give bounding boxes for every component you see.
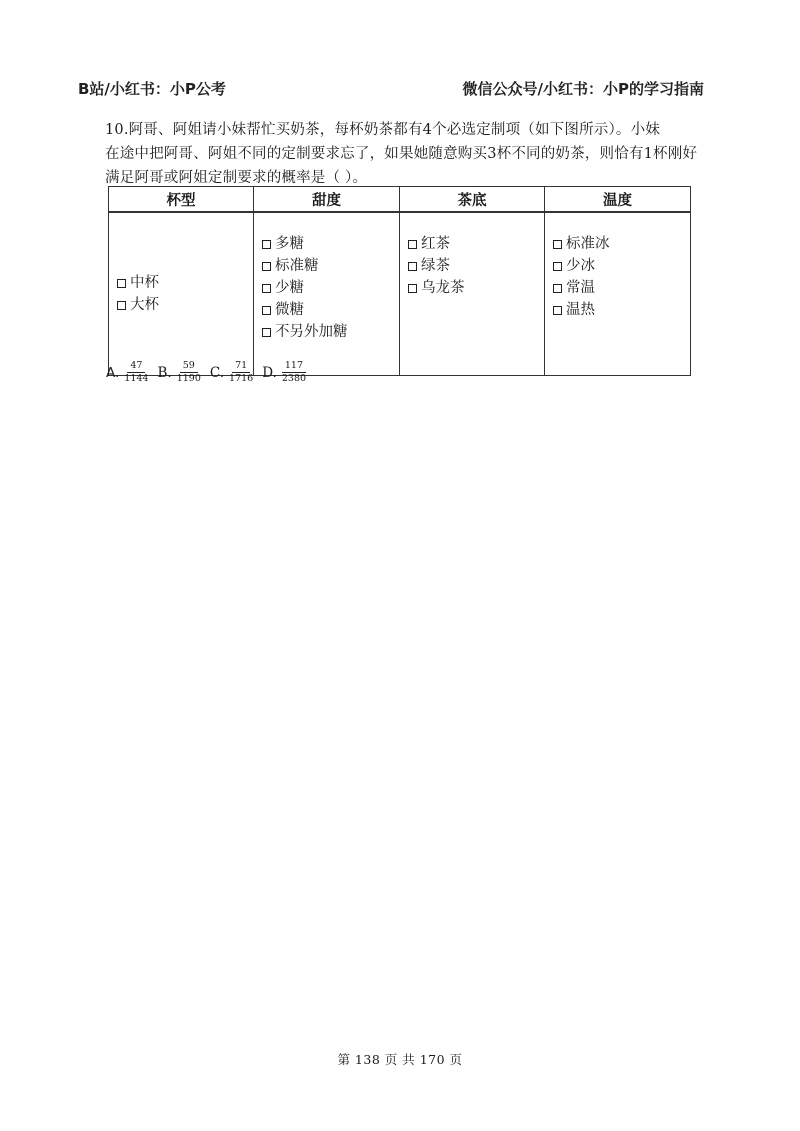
checkbox-icon[interactable] [262, 262, 271, 271]
checkbox-icon[interactable] [262, 328, 271, 337]
header-sweetness: 甜度 [254, 187, 400, 213]
checkbox-icon[interactable] [408, 284, 417, 293]
customization-table [108, 186, 691, 376]
page-header [78, 78, 704, 99]
choice-a-fraction[interactable]: $\frac{47}{1144}$ [124, 360, 149, 384]
option-medium-cup[interactable]: 中杯 [117, 272, 253, 294]
temperature-cell [545, 212, 691, 376]
option-sweetness[interactable]: 微糖 [262, 299, 399, 321]
header-cup-size: 杯型 [109, 187, 254, 213]
option-sweetness[interactable]: 多糖 [262, 233, 399, 255]
choice-a-letter[interactable]: A. [106, 364, 120, 381]
header-right: 微信公众号/小红书：小P的学习指南 [462, 80, 704, 98]
option-tea-base[interactable]: 红茶 [408, 233, 544, 255]
header-temperature: 温度 [545, 187, 691, 213]
checkbox-icon[interactable] [117, 279, 126, 288]
checkbox-icon[interactable] [408, 240, 417, 249]
checkbox-icon[interactable] [408, 262, 417, 271]
checkbox-icon[interactable] [262, 306, 271, 315]
question-line: 在途中把阿哥、阿姐不同的定制要求忘了，如果她随意购买3杯不同的奶茶，则恰有1杯刚好 [105, 146, 698, 162]
option-sweetness[interactable]: 不另外加糖 [262, 321, 399, 343]
checkbox-icon[interactable] [553, 240, 562, 249]
option-sweetness[interactable]: 少糖 [262, 277, 399, 299]
question-line: 10.阿哥、阿姐请小妹帮忙买奶茶，每杯奶茶都有4个必选定制项（如下图所示）。小妹 [105, 122, 661, 138]
option-sweetness[interactable]: 标准糖 [262, 255, 399, 277]
option-large-cup[interactable]: 大杯 [117, 294, 253, 316]
choice-d-letter[interactable]: D. [262, 364, 277, 381]
checkbox-icon[interactable] [553, 284, 562, 293]
page-number: 第 138 页 共 170 页 [337, 1052, 463, 1067]
sweetness-cell [254, 212, 400, 376]
choice-b-fraction[interactable]: $\frac{59}{1190}$ [176, 360, 201, 384]
option-temperature[interactable]: 温热 [553, 299, 690, 321]
checkbox-icon[interactable] [553, 262, 562, 271]
choice-c-letter[interactable]: C. [209, 364, 225, 381]
cup-size-cell [109, 212, 254, 376]
question-line: 满足阿哥或阿姐定制要求的概率是（ ）。 [105, 170, 368, 186]
option-temperature[interactable]: 少冰 [553, 255, 690, 277]
answer-choices [106, 360, 315, 385]
option-temperature[interactable]: 常温 [553, 277, 690, 299]
choice-b-letter[interactable]: B. [157, 364, 172, 381]
checkbox-icon[interactable] [553, 306, 562, 315]
option-tea-base[interactable]: 绿茶 [408, 255, 544, 277]
option-tea-base[interactable]: 乌龙茶 [408, 277, 544, 299]
checkbox-icon[interactable] [262, 240, 271, 249]
question-text [105, 118, 698, 190]
checkbox-icon[interactable] [262, 284, 271, 293]
choice-c-fraction[interactable]: $\frac{71}{1716}$ [229, 360, 254, 384]
choice-d-fraction[interactable]: $\frac{117}{2380}$ [281, 360, 307, 384]
tea-base-cell [400, 212, 545, 376]
header-tea-base: 茶底 [400, 187, 545, 213]
option-temperature[interactable]: 标准冰 [553, 233, 690, 255]
checkbox-icon[interactable] [117, 301, 126, 310]
header-left: B站/小红书：小P公考 [78, 80, 226, 98]
